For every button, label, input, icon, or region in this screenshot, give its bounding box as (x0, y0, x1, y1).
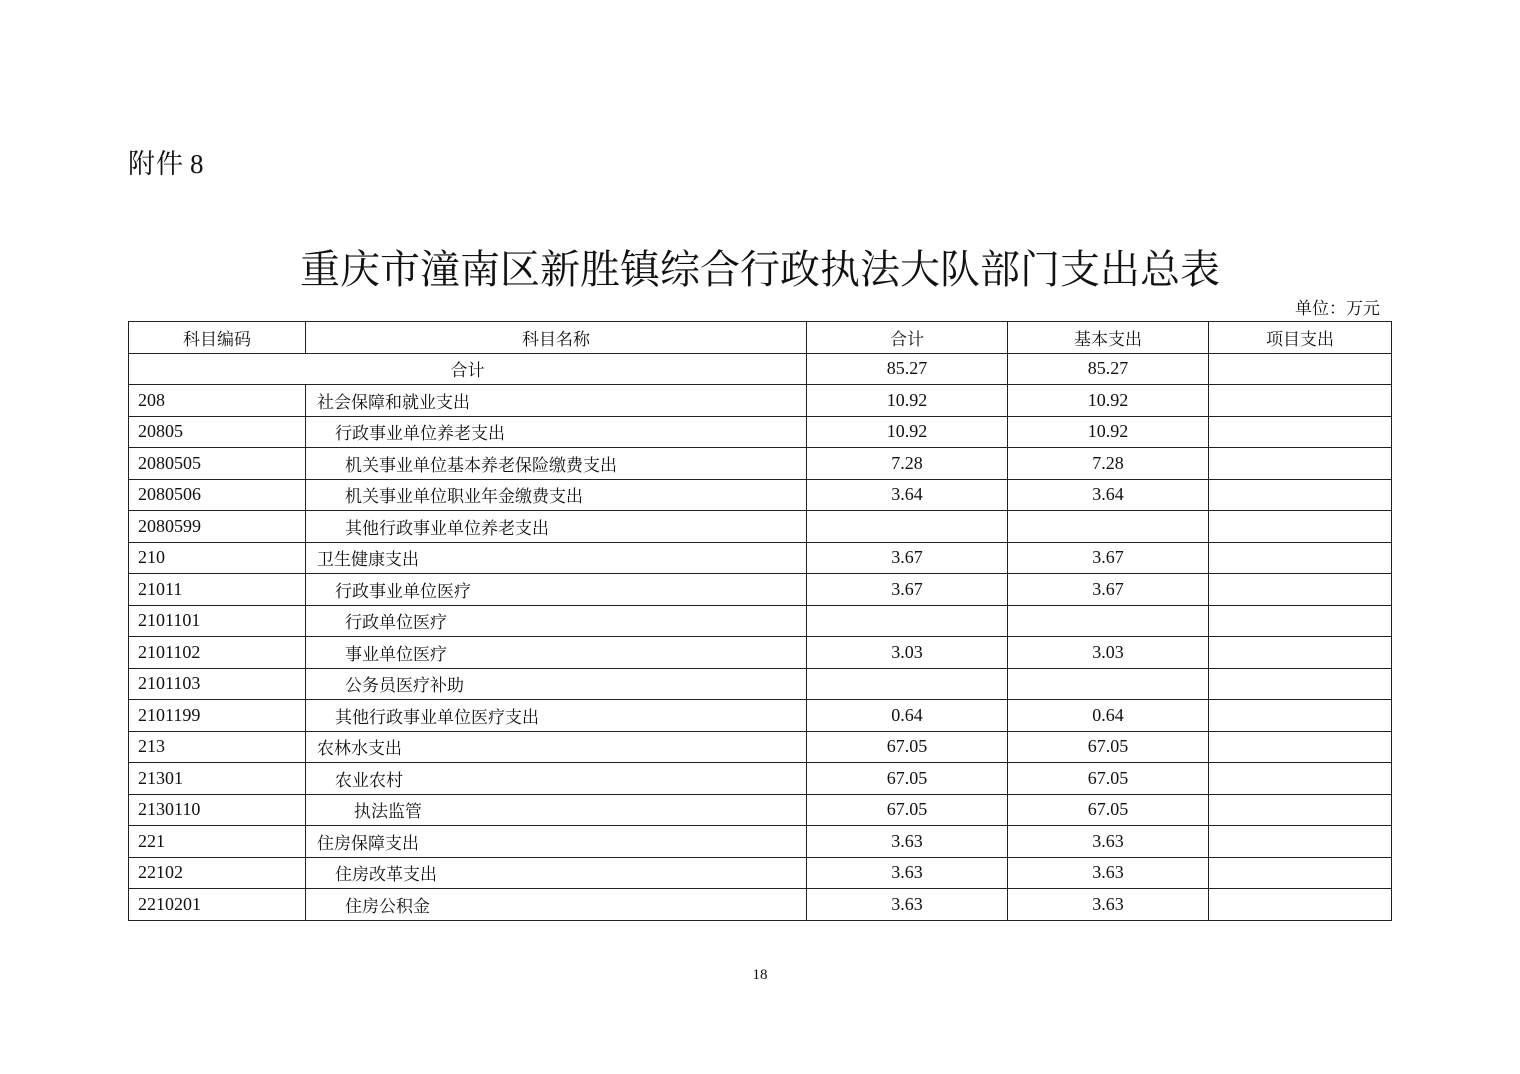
row-name: 住房改革支出 (306, 857, 807, 889)
row-name: 卫生健康支出 (306, 542, 807, 574)
row-total: 67.05 (807, 731, 1008, 763)
row-basic: 0.64 (1008, 700, 1209, 732)
row-basic: 3.67 (1008, 574, 1209, 606)
row-basic (1008, 605, 1209, 637)
table-row (129, 542, 1392, 574)
row-project (1209, 479, 1392, 511)
row-basic: 3.63 (1008, 889, 1209, 921)
row-name: 农林水支出 (306, 731, 807, 763)
table-row (129, 826, 1392, 858)
row-code: 213 (129, 731, 306, 763)
row-code: 2080599 (129, 511, 306, 543)
table-row (129, 479, 1392, 511)
row-code: 2101199 (129, 700, 306, 732)
row-total (807, 511, 1008, 543)
row-project (1209, 511, 1392, 543)
row-project (1209, 700, 1392, 732)
table-row (129, 794, 1392, 826)
row-project (1209, 731, 1392, 763)
row-basic: 3.63 (1008, 826, 1209, 858)
row-project (1209, 448, 1392, 480)
row-basic: 10.92 (1008, 385, 1209, 417)
table-row (129, 574, 1392, 606)
row-code: 2101103 (129, 668, 306, 700)
table-row (129, 731, 1392, 763)
row-code: 2101101 (129, 605, 306, 637)
row-total: 3.63 (807, 857, 1008, 889)
row-name: 其他行政事业单位医疗支出 (306, 700, 807, 732)
row-code: 2101102 (129, 637, 306, 669)
row-total (807, 668, 1008, 700)
row-project (1209, 668, 1392, 700)
row-code: 21301 (129, 763, 306, 795)
row-project (1209, 542, 1392, 574)
expenditure-table (128, 321, 1392, 921)
row-name: 住房保障支出 (306, 826, 807, 858)
row-code: 2080506 (129, 479, 306, 511)
row-basic: 10.92 (1008, 416, 1209, 448)
row-basic: 7.28 (1008, 448, 1209, 480)
row-name: 其他行政事业单位养老支出 (306, 511, 807, 543)
row-name: 行政事业单位医疗 (306, 574, 807, 606)
row-code: 221 (129, 826, 306, 858)
row-total: 67.05 (807, 763, 1008, 795)
unit-label: 单位：万元 (1295, 299, 1380, 319)
row-code: 2210201 (129, 889, 306, 921)
row-name: 机关事业单位基本养老保险缴费支出 (306, 448, 807, 480)
row-total: 10.92 (807, 385, 1008, 417)
row-total: 3.03 (807, 637, 1008, 669)
row-total: 7.28 (807, 448, 1008, 480)
row-total: 3.64 (807, 479, 1008, 511)
attachment-label (128, 142, 205, 181)
total-row-basic: 85.27 (1008, 353, 1209, 385)
table-row (129, 637, 1392, 669)
row-project (1209, 637, 1392, 669)
page-number: 18 (752, 967, 768, 983)
row-project (1209, 605, 1392, 637)
table-row (129, 889, 1392, 921)
row-project (1209, 889, 1392, 921)
row-project (1209, 763, 1392, 795)
total-row (129, 353, 1392, 385)
row-total: 3.63 (807, 889, 1008, 921)
row-basic (1008, 668, 1209, 700)
table-row (129, 605, 1392, 637)
table-row (129, 857, 1392, 889)
attachment-number: 8 (190, 149, 205, 179)
row-basic: 3.67 (1008, 542, 1209, 574)
row-code: 208 (129, 385, 306, 417)
attachment-text: 附件 (128, 149, 184, 180)
row-name: 行政单位医疗 (306, 605, 807, 637)
header-total: 合计 (807, 322, 1008, 354)
row-total (807, 605, 1008, 637)
table-row (129, 763, 1392, 795)
row-basic: 3.03 (1008, 637, 1209, 669)
header-code: 科目编码 (129, 322, 306, 354)
header-name: 科目名称 (306, 322, 807, 354)
row-basic: 67.05 (1008, 763, 1209, 795)
row-total: 3.67 (807, 574, 1008, 606)
table-row (129, 448, 1392, 480)
row-name: 行政事业单位养老支出 (306, 416, 807, 448)
row-name: 公务员医疗补助 (306, 668, 807, 700)
row-basic (1008, 511, 1209, 543)
total-row-label: 合计 (129, 353, 807, 385)
row-code: 210 (129, 542, 306, 574)
row-project (1209, 385, 1392, 417)
row-basic: 3.64 (1008, 479, 1209, 511)
table-row (129, 700, 1392, 732)
row-code: 22102 (129, 857, 306, 889)
row-code: 2080505 (129, 448, 306, 480)
table-row (129, 416, 1392, 448)
row-name: 机关事业单位职业年金缴费支出 (306, 479, 807, 511)
row-name: 执法监管 (306, 794, 807, 826)
row-project (1209, 794, 1392, 826)
row-code: 2130110 (129, 794, 306, 826)
row-project (1209, 857, 1392, 889)
row-total: 67.05 (807, 794, 1008, 826)
row-name: 社会保障和就业支出 (306, 385, 807, 417)
row-project (1209, 574, 1392, 606)
table-row (129, 668, 1392, 700)
row-name: 住房公积金 (306, 889, 807, 921)
row-project (1209, 826, 1392, 858)
row-code: 21011 (129, 574, 306, 606)
header-row (129, 322, 1392, 354)
page-title: 重庆市潼南区新胜镇综合行政执法大队部门支出总表 (300, 247, 1220, 293)
total-row-total: 85.27 (807, 353, 1008, 385)
total-row-project (1209, 353, 1392, 385)
header-project: 项目支出 (1209, 322, 1392, 354)
row-basic: 3.63 (1008, 857, 1209, 889)
row-code: 20805 (129, 416, 306, 448)
row-project (1209, 416, 1392, 448)
row-name: 事业单位医疗 (306, 637, 807, 669)
row-name: 农业农村 (306, 763, 807, 795)
table-row (129, 511, 1392, 543)
row-basic: 67.05 (1008, 794, 1209, 826)
row-basic: 67.05 (1008, 731, 1209, 763)
row-total: 3.67 (807, 542, 1008, 574)
row-total: 3.63 (807, 826, 1008, 858)
table-row (129, 385, 1392, 417)
header-basic: 基本支出 (1008, 322, 1209, 354)
row-total: 0.64 (807, 700, 1008, 732)
row-total: 10.92 (807, 416, 1008, 448)
